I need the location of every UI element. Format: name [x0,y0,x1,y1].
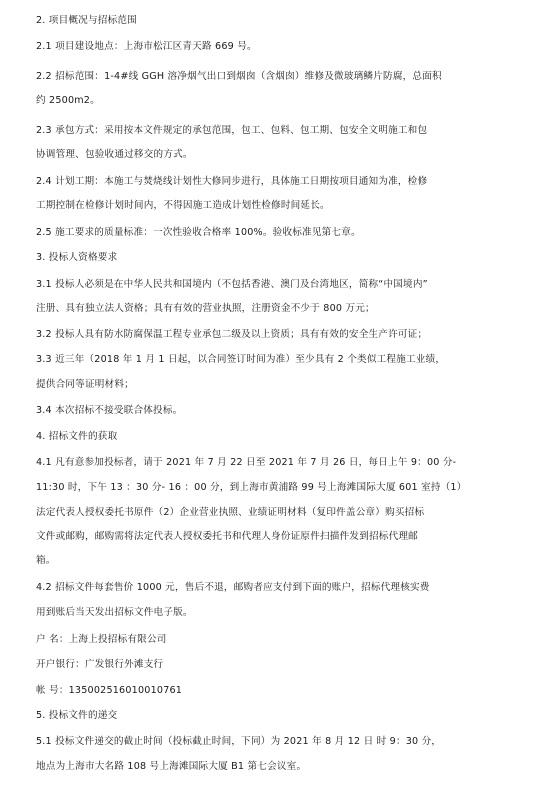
clause-2-3-cont: 协调管理、包验收通过移交的方式。 [36,149,193,160]
section-heading-5: 5. 投标文件的递交 [36,710,118,721]
account-bank: 开户银行：广发银行外滩支行 [36,659,164,670]
clause-4-1-cont-2: 法定代表人授权委托书原件（2）企业营业执照、业绩证明材料（复印件盖公章）购买招标 [36,507,425,518]
section-heading-3: 3. 投标人资格要求 [36,252,118,263]
clause-4-2-cont: 用到账后当天发出招标文件电子版。 [36,607,193,618]
section-heading-4: 4. 招标文件的获取 [36,431,118,442]
clause-5-1: 5.1 投标文件递交的截止时间（投标截止时间，下同）为 2021 年 8 月 12 日 时 9：30 分， [36,736,442,747]
section-heading-2: 2. 项目概况与招标范围 [36,15,137,26]
account-number: 帐 号：135002516010010761 [36,685,183,696]
clause-4-1-cont-1: 11:30 时，下午 13 ：30 分- 16 ：00 分，到上海市黄浦路 99 号上海滩国际大厦 601 室持（1） [36,482,467,493]
clause-2-2: 2.2 招标范围：1-4#线 GGH 溶净烟气出口到烟囱（含烟囱）维修及微玻璃鳞片防腐，总面积 [36,71,442,82]
clause-2-5: 2.5 施工要求的质量标准：一次性验收合格率 100%。验收标准见第七章。 [36,227,361,238]
account-name: 户 名：上海上投招标有限公司 [36,634,167,645]
clause-2-2-cont: 约 2500m2。 [36,95,100,106]
clause-4-1-cont-4: 箱。 [36,555,56,566]
clause-3-1: 3.1 投标人必须是在中华人民共和国境内（不包括香港、澳门及台湾地区，简称“中国境内” [36,279,428,290]
clause-4-1-cont-3: 文件或邮购，邮购需将法定代表人授权委托书和代理人身份证原件扫描件发到招标代理邮 [36,531,418,542]
clause-3-3-cont: 提供合同等证明材料； [36,379,134,390]
clause-3-1-cont: 注册、具有独立法人资格；具有有效的营业执照，注册资金不少于 800 万元； [36,303,375,314]
clause-2-1: 2.1 项目建设地点：上海市松江区青天路 669 号。 [36,41,257,52]
clause-2-4: 2.4 计划工期：本施工与焚烧线计划性大修同步进行，具体施工日期按项目通知为准，检修 [36,176,428,187]
clause-2-3: 2.3 承包方式：采用按本文件规定的承包范围，包工、包料、包工期、包安全文明施工和包 [36,125,428,136]
clause-4-1: 4.1 凡有意参加投标者，请于 2021 年 7 月 22 日至 2021 年 7 月 26 日，每日上午 9：00 分- [36,457,457,468]
clause-3-2: 3.2 投标人具有防水防腐保温工程专业承包二级及以上资质；具有有效的安全生产许可证； [36,329,428,340]
clause-3-4: 3.4 本次招标不接受联合体投标。 [36,405,183,416]
clause-2-4-cont: 工期控制在检修计划时间内，不得因施工造成计划性检修时间延长。 [36,200,330,211]
clause-4-2: 4.2 招标文件每套售价 1000 元，售后不退，邮购者应支付到下面的账户，招标代理核实费 [36,582,430,593]
clause-3-3: 3.3 近三年（2018 年 1 月 1 日起，以合同签订时间为准）至少具有 2 个类似工程施工业绩， [36,354,446,365]
clause-5-1-cont: 地点为上海市大名路 108 号上海滩国际大厦 B1 第七会议室。 [36,761,307,772]
